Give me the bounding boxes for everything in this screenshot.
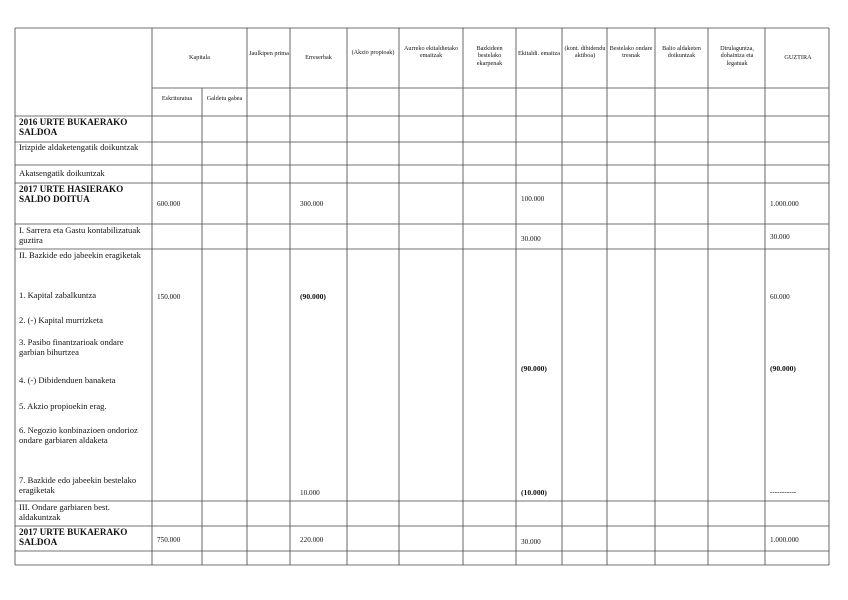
header-ekitaldiko-emaitza: Ekitaldi. emaitza	[518, 50, 560, 57]
header-bestelako-ondare-tresnak: Bestelako ondare tresnak	[609, 45, 653, 60]
value-2017-end-guztira: 1.000.000	[770, 536, 799, 544]
value-2017-end-erreserbak: 220.000	[300, 536, 324, 544]
row-label-shareholder-ops: II. Bazkide edo jabeekin eragiketak	[19, 250, 141, 260]
value-dividends-emaitza: (90.000)	[521, 364, 547, 373]
value-2017-start-erreserbak: 300.000	[300, 200, 324, 208]
value-capital-increase-eskrituratua: 150.000	[157, 293, 181, 301]
row-label-2017-start: 2017 URTE HASIERAKO SALDO DOITUA	[19, 184, 124, 204]
header-konturako-dibidendua: (kont. dibidendu aktiboa)	[564, 45, 606, 60]
value-other-ops-guztira: -----------	[770, 488, 797, 496]
row-label-other-equity-changes: III. Ondare garbiaren best. aldakuntzak	[19, 502, 110, 522]
row-label-dividends: 4. (-) Dibidenduen banaketa	[19, 375, 116, 385]
header-bazkideen-bestelako-ekarpenak: Bazkideen bestelako ekarpenak	[476, 45, 503, 67]
value-2017-end-eskrituratua: 750.000	[157, 536, 181, 544]
value-dividends-guztira: (90.000)	[770, 364, 796, 373]
header-dirulaguntza-dohaintza-legatuak: Dirulaguntza, dohaintza eta legatuak	[720, 45, 754, 67]
value-other-ops-erreserbak: 10.000	[300, 489, 320, 497]
row-label-income-expense: I. Sarrera eta Gastu kontabilizatuak guztira	[19, 225, 141, 245]
header-kapitala: Kapitala	[189, 54, 210, 61]
header-balio-aldaketen-doikuntzak: Balio aldaketen doikuntzak	[662, 45, 701, 60]
row-label-capital-increase: 1. Kapital zabalkuntza	[19, 290, 97, 300]
row-label-liability-conversion: 3. Pasibo finantzarioak ondare garbian bihurtzea	[19, 337, 124, 357]
value-capital-increase-erreserbak: (90.000)	[300, 292, 326, 301]
subheader-galdetu-gabea: Galdetu gabea	[206, 95, 243, 102]
value-2017-start-eskrituratua: 600.000	[157, 200, 181, 208]
row-label-2017-end: 2017 URTE BUKAERAKO SALDOA	[19, 527, 128, 547]
subheader-eskriturature: Eskrituratua	[161, 95, 193, 102]
row-label-criteria-change: Irizpide aldaketengatik doikuntzak	[19, 142, 139, 152]
value-2017-end-emaitza: 30.000	[521, 538, 541, 546]
row-label-2016-end: 2016 URTE BUKAERAKO SALDOA	[19, 117, 128, 137]
row-label-business-combination: 6. Negozio konbinazioen ondorioz ondare garbiaren aldaketa	[19, 425, 138, 445]
header-akzio-propioak: (Akzio propioak)	[351, 49, 395, 56]
row-label-error-adjust: Akatsengatik doikuntzak	[19, 168, 105, 178]
value-capital-increase-guztira: 60.000	[770, 293, 790, 301]
header-jaulkipen-prima: Jaulkipen prima	[249, 50, 289, 57]
header-aurreko-ekitaldietako-emaitzak: Aurreko ekitaldietako emaitzak	[403, 45, 459, 60]
value-2017-start-emaitza: 100.000	[521, 195, 545, 203]
value-other-ops-emaitza: (10.000)	[521, 488, 547, 497]
value-income-guztira: 30.000	[770, 233, 790, 241]
header-guztira: GUZTIRA	[784, 54, 812, 61]
value-2017-start-guztira: 1.000.000	[770, 200, 799, 208]
header-erreserbak: Erreserbak	[305, 54, 332, 61]
row-label-own-shares: 5. Akzio propioekin erag.	[19, 401, 107, 411]
value-income-emaitza: 30.000	[521, 235, 541, 243]
row-label-capital-reduction: 2. (-) Kapital murrizketa	[19, 315, 103, 325]
row-label-other-shareholder-ops: 7. Bazkide edo jabeekin bestelako eragiketak	[19, 475, 137, 495]
